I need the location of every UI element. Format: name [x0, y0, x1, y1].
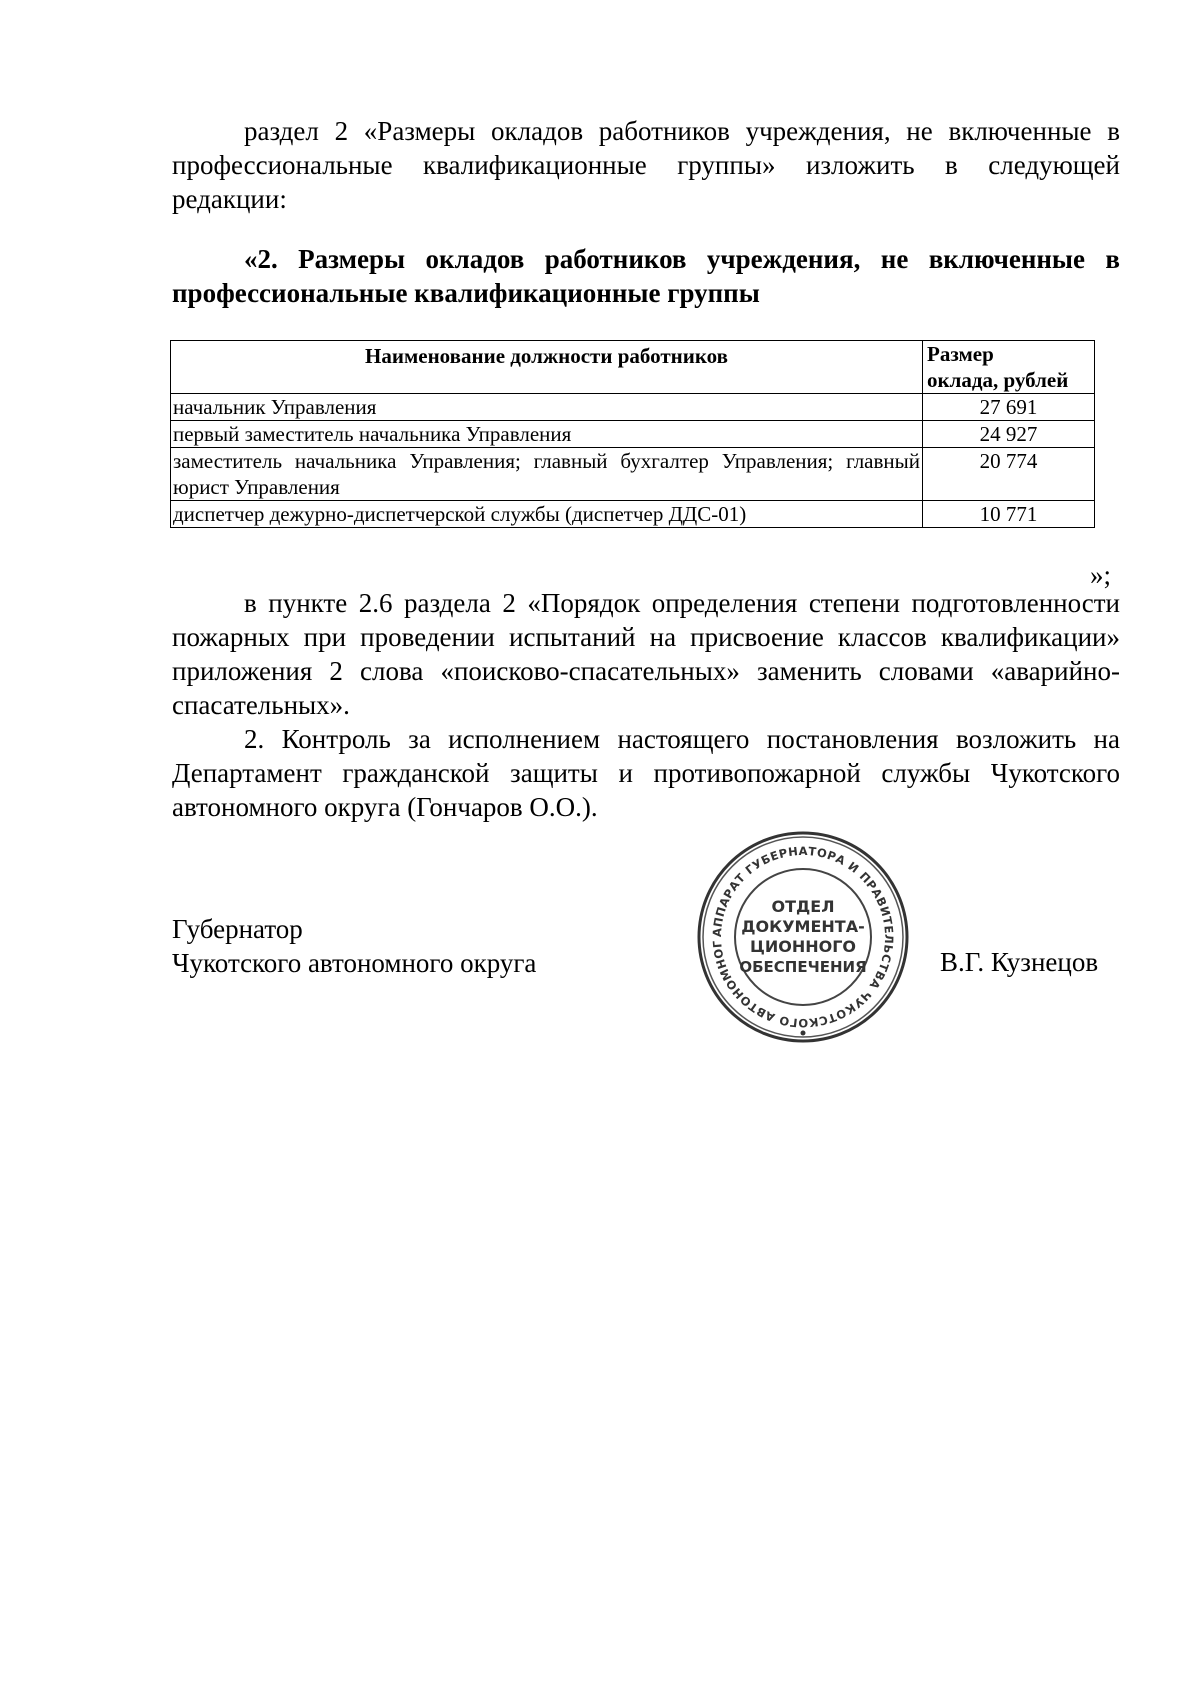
salary-value-cell: 20 774 — [923, 448, 1095, 501]
position-name-cell: заместитель начальника Управления; главный бухгалтер Управления; главный юрист Управления — [171, 448, 923, 501]
salary-value-cell: 24 927 — [923, 421, 1095, 448]
stamp-graphic — [694, 828, 912, 1046]
signature-name: В.Г. Кузнецов — [940, 947, 1099, 977]
official-stamp — [694, 828, 912, 1046]
header-salary-size — [923, 341, 1095, 394]
salary-table — [170, 340, 1095, 528]
paragraph-control: 2. Контроль за исполнением настоящего постановления возложить на Департамент гражданской защиты и противопожарной службы Чукотского автономного округа (Гончаров О.О.). — [172, 724, 1120, 822]
position-name-cell: первый заместитель начальника Управления — [171, 421, 923, 448]
signature-position-line1: Губернатор — [172, 914, 303, 944]
header-salary-size-line2: оклада, рублей — [927, 368, 1069, 392]
salary-value-cell: 27 691 — [923, 394, 1095, 421]
table-row — [171, 501, 1095, 528]
paragraph-point-2-6: в пункте 2.6 раздела 2 «Порядок определения степени подготовленности пожарных при проведении испытаний на присвоение классов квалификации» приложения 2 слова «поисково-спасательных» заменить словами «аварийно-спасательных». — [172, 588, 1120, 720]
stamp-center-line2: ДОКУМЕНТА- — [741, 917, 865, 936]
stamp-center-line3: ЦИОННОГО — [749, 937, 857, 956]
position-name-cell: диспетчер дежурно-диспетчерской службы (диспетчер ДДС-01) — [171, 501, 923, 528]
closing-quote: »; — [1090, 560, 1112, 590]
table-row — [171, 394, 1095, 421]
stamp-center-line4: ОБЕСПЕЧЕНИЯ — [739, 958, 867, 976]
table-header-row — [171, 341, 1095, 394]
position-name-cell: начальник Управления — [171, 394, 923, 421]
header-salary-size-line1: Размер — [927, 342, 994, 366]
table-row — [171, 421, 1095, 448]
stamp-dot — [801, 1031, 806, 1036]
signature-position — [172, 912, 536, 980]
table-row — [171, 448, 1095, 501]
salary-value-cell: 10 771 — [923, 501, 1095, 528]
stamp-ring-text: АППАРАТ ГУБЕРНАТОРА И ПРАВИТЕЛЬСТВА ЧУКОТСКОГО АВТОНОМНОГ — [709, 843, 897, 1031]
header-position-name — [171, 341, 923, 394]
section-heading: «2. Размеры окладов работников учреждения, не включенные в профессиональные квалификационные группы — [172, 244, 1120, 308]
stamp-center-line1: ОТДЕЛ — [771, 897, 835, 916]
intro-paragraph: раздел 2 «Размеры окладов работников учреждения, не включенные в профессиональные квалификационные группы» изложить в следующей редакции: — [172, 116, 1120, 214]
header-position-name-text: Наименование должности работников — [365, 344, 728, 368]
signature-position-line2: Чукотского автономного округа — [172, 948, 537, 978]
